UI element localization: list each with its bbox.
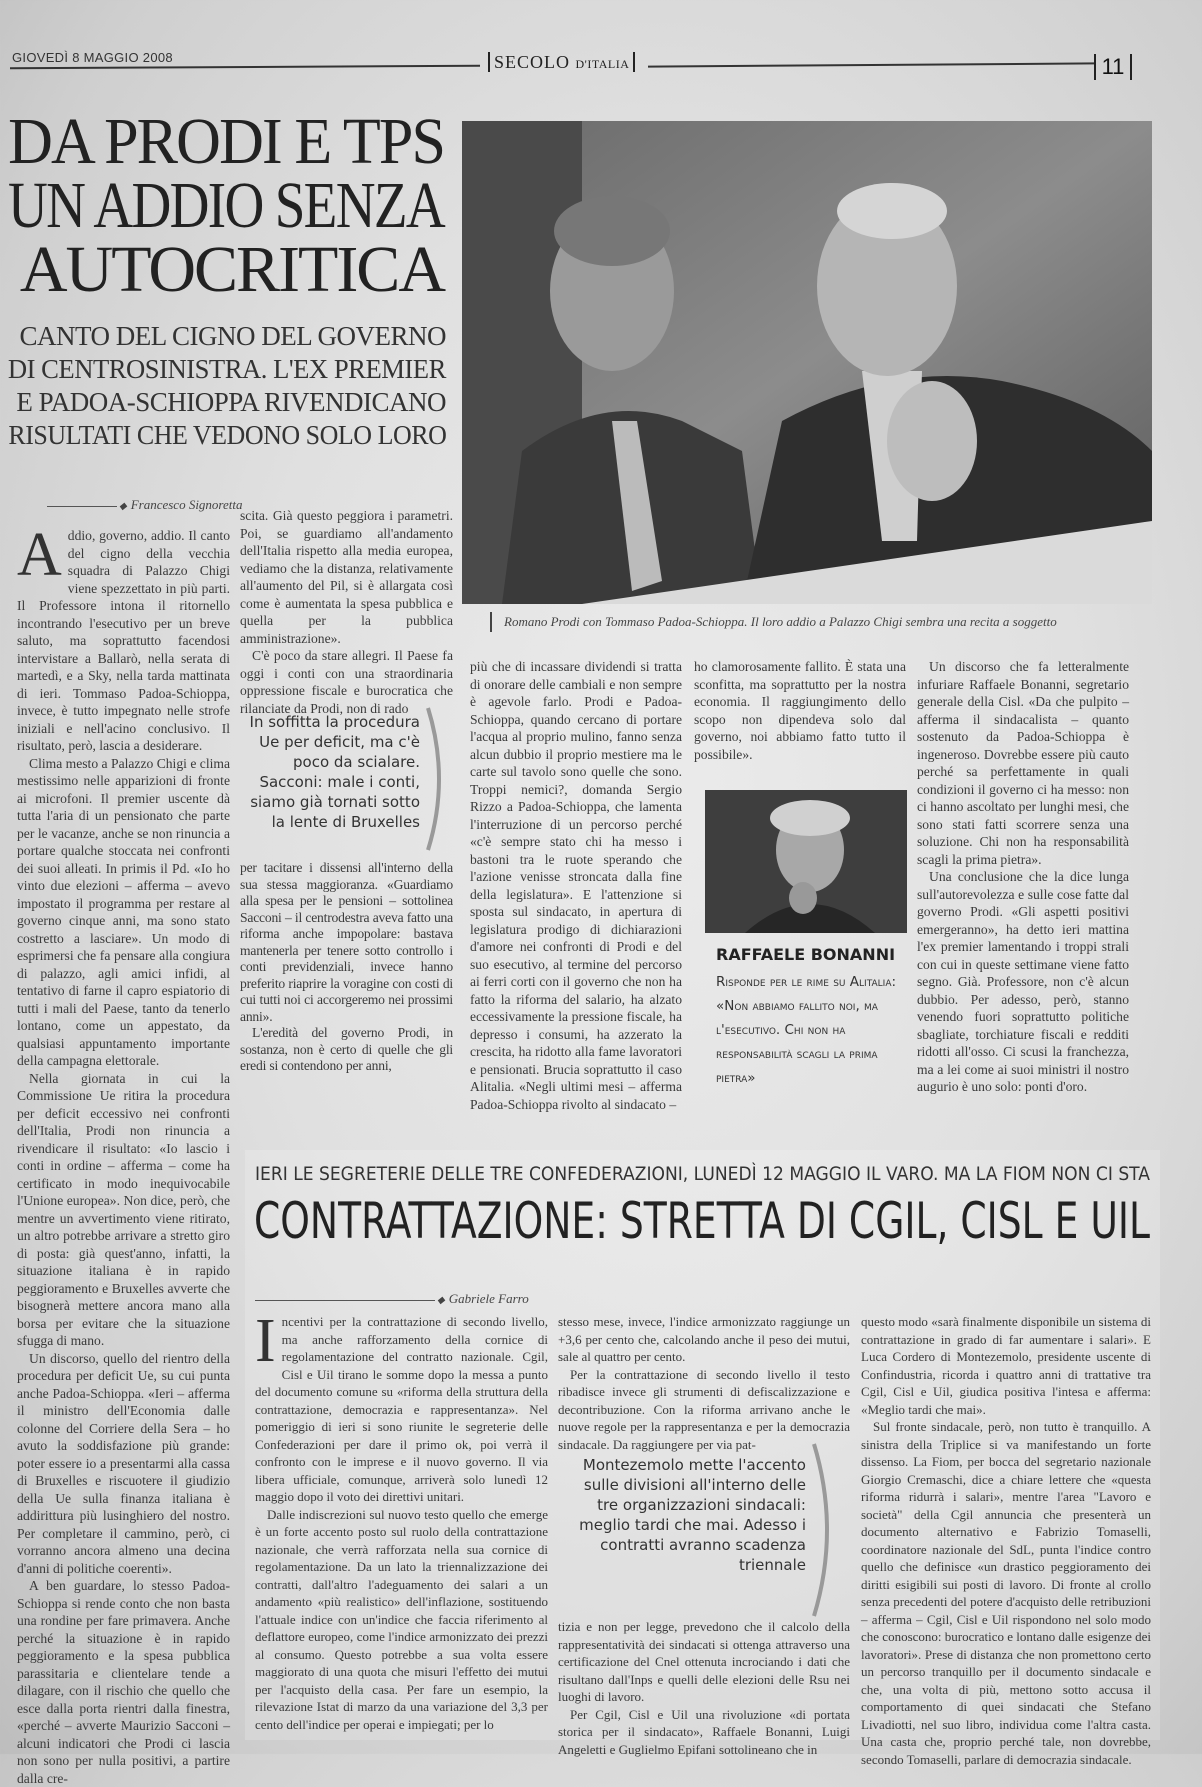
article-headline (7, 105, 444, 306)
paragraph: per tacitare i dissensi all'interno della sua stessa maggioranza. «Guardiamo alla spesa per le pensioni – sottolinea Sacconi – il centrodestra aveva fatto una riforma anche impopolare: bastava mantenerla per tenere sotto controllo i conti previdenziali, invece hanno preferito riaprire la voragine con costi di cui tutti noi ci accorgeremo nei prossimi anni». (240, 860, 453, 1024)
article2-column-1 (255, 1307, 548, 1732)
issue-date: GIOVEDÌ 8 MAGGIO 2008 (12, 50, 173, 65)
pull-quote-bracket (810, 1440, 840, 1620)
headline-line: UN ADDIO SENZA (7, 169, 444, 242)
paragraph: C'è poco da stare allegri. Il Paese fa oggi i conti con una straordinaria oppressione fiscale e burocratica che rilanciate da Prodi, non di rado (240, 648, 453, 716)
article-column-4 (694, 658, 906, 784)
subhead-line: RISULTATI CHE VEDONO SOLO LORO (7, 420, 446, 450)
drop-cap: A (17, 521, 62, 589)
page-number: 11 (1094, 54, 1132, 80)
photo-caption-box (490, 612, 1152, 632)
paragraph: Una conclusione che la dice lunga sull'autorevolezza e sulle cose fatte dal governo Prodi. «Gli aspetti positivi emergeranno», ha detto ieri mattina l'ex premier lamentando i troppi strali con cui in queste settimane viene fatto segno. Già. Professore, non c'è alcun dubbio. Per adesso, però, stanno venendo fuori soprattutto politiche sbagliate, torchiature fiscali e redditi ridotti all'osso. Ci scusi la franchezza, ma a lei come ai suoi ministri il nostro augurio è uno solo: ponti d'oro. (917, 869, 1129, 1094)
paragraph: Un discorso che fa letteralmente infuriare Raffaele Bonanni, segretario generale della Cisl. «Da che pulpito – afferma il sindacalista – quanto sostenuto da Padoa-Schioppa è ingeneroso. Dovrebbe essere più cauto perché sa perfettamente in quali condizioni il governo ci ha messo: non ci hanno ascoltato per lunghi mesi, che sono stati fatti scorrere senza una soluzione. Chi non ha responsabilità scagli la prima pietra». (917, 659, 1129, 867)
sidebar-name: RAFFAELE BONANNI (716, 945, 896, 964)
article2-byline: ◆ Gabriele Farro (255, 1291, 529, 1307)
paragraph: Addio, governo, addio. Il canto del cigno della vecchia squadra di Palazzo Chigi viene spezzettato in più parti. Il Professore intona il ritornello incontrando l'esecutivo per un breve saluto, ma soprattutto facendosi intervistare a Ballarò, nella serata di martedì, e a Sky, nella tarda mattinata di ieri. Tommaso Padoa-Schioppa, invece, è tutto impegnato nelle strofe iniziali e nell'acino conclusivo. Il risultato, però, lascia a desiderare. (17, 521, 230, 753)
article-column-3 (470, 658, 682, 1148)
paragraph: ho clamorosamente fallito. È stata una sconfitta, ma soprattutto per la nostra economia. Il raggiungimento dello scopo non dipendeva solo dal governo, noi abbiamo fatto tutto il possibile». (694, 659, 906, 762)
article-photo (462, 121, 1152, 604)
headline-line: AUTOCRITICA (19, 233, 444, 306)
bonanni-portrait (705, 790, 907, 933)
right-person-hands (887, 381, 977, 501)
newspaper-logo (488, 52, 635, 73)
article2-column-2-top (558, 1313, 850, 1452)
paragraph: più che di incassare dividendi si tratta di onorare delle cambiali e non sempre è agevole farlo. Prodi e Padoa-Schioppa, quando cercano di portare l'acqua al proprio mulino, fanno senza alcun dubbio il proprio mestiere ma le carte sul tavolo sono quelle che sono. Troppi nemici?, domanda Sergio Rizzo a Padoa-Schioppa, che lamenta l'interruzione di un percorso perché «c'è sempre stato chi ha messo i bastoni tra le ruote sperando che l'azione venisse stroncata dalla fine della legislatura». E l'attenzione si sposta sul sindacato, in apertura di legislatura prodigo di dichiarazioni d'amore nei confronti di Prodi e del suo esecutivo, al termine del percorso ai ferri corti con il governo che non ha fatto la riforma del salario, ha alzato eccessivamente la pressione fiscale, ha depresso i consumi, ha azzerato la crescita, ha ridotto alla fame lavoratori e pensionati. Brucia soprattutto il caso Alitalia. «Negli ultimi mesi – afferma Padoa-Schioppa rivolto al sindacato – (470, 659, 682, 1112)
paragraph: Per Cgil, Cisl e Uil una rivoluzione «di portata storica per il sindacato», Raffaele Bonanni, Luigi Angeletti e Guglielmo Epifani sottolineano che in (558, 1706, 850, 1757)
paragraph: A ben guardare, lo stesso Padoa-Schioppa si rende conto che non basta una rondine per fare primavera. Anche perché la situazione è in rapido peggioramento e la spesa pubblica parassitaria e clientelare tende a dilagare, con il rischio che quello che esce dalla porta rientri dalla finestra, «perché – avverte Maurizio Sacconi – alcuni indicatori che Prodi ci lascia non sono per nulla positivi, a partire dalla cre- (17, 1578, 230, 1786)
article2-column-3 (861, 1313, 1151, 1767)
byline: ◆ Francesco Signoretta (47, 497, 243, 513)
paragraph: scita. Già questo peggiora i parametri. Poi, se guardiamo all'andamento dell'Italia rispetto alla media europea, vediamo che la distanza, relativamente all'aumento del Pil, si è allargata così come è aumentata la spesa pubblica e quella per la pubblica amministrazione». (240, 508, 453, 646)
paragraph: tizia e non per legge, prevedono che il calcolo della rappresentatività dei sindacati si ottenga attraverso una certificazione del Cnel ottenuta incrociando i dati che risultano dall'Inps e quelli delle elezioni delle Rsu nei luoghi di lavoro. (558, 1619, 850, 1704)
photo-caption: Romano Prodi con Tommaso Padoa-Schioppa. Il loro addio a Palazzo Chigi sembra una recita a soggetto (504, 614, 1057, 629)
author-name: Gabriele Farro (448, 1291, 529, 1306)
article-column-5 (917, 658, 1129, 1148)
drop-cap: I (255, 1307, 276, 1375)
article2-column-2-bottom (558, 1618, 850, 1757)
article-column-2-bottom (240, 860, 453, 1155)
paragraph: Un discorso, quello del rientro della procedura per deficit Ue, su cui punta anche Padoa-Schioppa. «Ieri – afferma il ministro dell'Economia dalle colonne del Corriere della Sera – ho avuto la soddisfazione più grande: poter essere io a presentarmi alla cassa di Bruxelles e riscuotere il giudizio della Ue sulla finanza italiana è addirittura più lusinghiero del nostro. Per completare il cammino, però, ci vorranno ancora almeno una decina d'anni di politiche coerenti». (17, 1350, 230, 1576)
masthead-rule-left (10, 65, 480, 69)
paragraph: Dalle indiscrezioni sul nuovo testo quello che emerge è un forte accento posto sul ruolo della contrattazione nazionale, che verrà rafforzata nella sua cornice di regolamentazione. Da un lato la triennalizzazione dei contratti, dall'altro l'adeguamento dei salari a un andamento «più realistico» dell'inflazione, sostituendo l'attuale indice con un'indice che faccia riferimento al deflattore europeo, come l'indice armonizzato dei prezzi al consumo. Questo potrebbe a sua volta essere maggiorato di una quota che misuri l'effetto dei mutui per l'acquisto della casa. Per fare un esempio, la rilevazione Istat di marzo da una variazione del 3,3 per cento dell'indice per operai e impiegati; per lo (255, 1506, 548, 1732)
subhead-line: E PADOA-SCHIOPPA RIVENDICANO (16, 387, 446, 417)
paragraph: Nella giornata in cui la Commissione Ue ritira la procedura per deficit eccessivo nei confronti dell'Italia, Prodi non rinuncia a rivendicare il risultato: «Io lascio i conti in ordine – afferma – come ha certificato in modo inequivocabile l'Unione europea». Non dice, però, che mentre un avvertimento viene ritirato, un altro potrebbe arrivare a stretto giro di posta: già quest'anno, infatti, la situazione italiana è in rapido peggioramento e Bruxelles avverte che bisognerà mettere ancora mano alla borsa per evitare che la situazione sfugga di mano. (17, 1070, 230, 1348)
article2-headline-box (254, 1192, 1150, 1250)
article2-pull-quote: Montezemolo mette l'accento sulle divisioni all'interno delle tre organizzazioni sindacali: meglio tardi che mai. Adesso i contratti avranno scadenza triennale (579, 1456, 806, 1574)
article2-kicker: IERI LE SEGRETERIE DELLE TRE CONFEDERAZIONI, LUNEDÌ 12 MAGGIO IL VARO. MA LA FIOM NON CI STA (255, 1163, 1151, 1185)
newspaper-name: SECOLO (488, 52, 570, 72)
paragraph: Clima mesto a Palazzo Chigi e clima mestissimo nelle apparizioni di fronte ai microfoni. Il premier uscente dà tutta l'aria di un pensionato che parte per le vacanze, anche se non rinuncia a portare qualche stoccata nei confronti dei suoi alleati. In primis il Pd. «Io ho vinto due elezioni – afferma – avevo impostato il programma per restare al governo cinque anni, ma sono stato costretto a lasciare». Un modo di esprimersi che fa pensare alla congiura di palazzo, agli amici infidi, al tentativo di farne il capro espiatorio di tutti i mali del Paese, tanto da tenerlo lontano, come un appestato, da qualsiasi appuntamento importante della campagna elettorale. (17, 755, 230, 1068)
article2-kicker-box (255, 1163, 1150, 1185)
newspaper-name-suffix: D'ITALIA (575, 57, 630, 71)
paragraph: questo modo «sarà finalmente disponibile un sistema di contrattazione in grado di far aumentare i salari». E Luca Cordero di Montezemolo, presidente uscente di Confindustria, ricorda i quattro anni di trattative tra Cgil, Cisl e Uil, giudica positiva l'intesa e afferma: «Meglio tardi che mai». (861, 1314, 1151, 1417)
sidebar-quote: Risponde per le rime su Alitalia: «Non abbiamo fallito noi, ma l'esecutivo. Chi non ha responsabilità scagli la prima pietra» (716, 974, 897, 1086)
paragraph: Sul fronte sindacale, però, non tutto è tranquillo. A sinistra della Triplice si va manifestando un forte dissenso. La Fiom, per bocca del segretario nazionale Giorgio Cremaschi, dice a chiare lettere che «questa riforma ridurrà i salari», mentre l'area "Lavoro e società" della Cgil annuncia che presenterà un documento alternativo e Fabrizio Tomaselli, coordinatore nazionale del SdL, punta l'indice contro quello che definisce «un drastico peggioramento dei diritti esigibili sui posti di lavoro. Di fronte al crollo senza precedenti del potere d'acquisto delle retribuzioni – afferma – Cgil, Cisl e Uil rispondono nel solo modo che conoscono: burocratico e lontano dalle esigenze dei lavoratori». Prese di distanza che non promettono certo un percorso tranquillo per il documento sindacale e che, una volta di più, mettono sotto accusa il comportamento di quei sindacati che Stefano Livadiotti, nel suo libro, individua come l'altra casta. Una casta che, proprio perché tale, non dovrebbe, secondo Tomaselli, parlare di democrazia sindacale. (861, 1419, 1151, 1767)
paragraph: Incentivi per la contrattazione di secondo livello, ma anche rafforzamento della cornice di regolamentazione del contratto nazionale. Cgil, Cisl e Uil tirano le somme dopo la messa a punto del documento comune su «riforma della struttura della contrattazione, democrazia e rappresentanza». Nel pomeriggio di ieri si sono riunite le segreterie delle Confederazioni per dare il primo ok, poi verrà il confronto con le imprese e il nuovo governo. Il via libera ufficiale, comunque, arriverà solo lunedì 12 maggio dopo il voto dei direttivi unitari. (255, 1307, 548, 1504)
paragraph: L'eredità del governo Prodi, in sostanza, non è certo di quelle che gli eredi si contendono per anni, (240, 1025, 453, 1073)
article-subhead (8, 320, 446, 452)
pull-quote-bracket (424, 704, 452, 854)
subhead-line: CANTO DEL CIGNO DEL GOVERNO (19, 321, 446, 351)
paragraph: stesso mese, invece, l'indice armonizzato raggiunge un +3,6 per cento che, calcolando anche il peso dei mutui, sale al quattro per cento. (558, 1314, 850, 1364)
article-column-1 (17, 521, 230, 1786)
paragraph: Per la contrattazione di secondo livello il testo ribadisce invece gli strumenti di defiscalizzazione e decontribuzione. Con la riforma arrivano anche le nuove regole per la rappresentanza e per la democrazia sindacale. Da raggiungere per via pat- (558, 1366, 850, 1452)
pull-quote: In soffitta la procedura Ue per deficit, ma c'è poco da scialare. Sacconi: male i conti, siamo già tornati sotto la lente di Bruxelles (249, 713, 420, 831)
masthead-rule-right (648, 62, 1096, 67)
author-name: Francesco Signoretta (130, 497, 243, 512)
subhead-line: DI CENTROSINISTRA. L'EX PREMIER (7, 354, 446, 384)
headline-line: DA PRODI E TPS (7, 105, 444, 178)
article-column-2-top (240, 507, 453, 716)
article2-headline: CONTRATTAZIONE: STRETTA DI CGIL, CISL E UIL (254, 1192, 1151, 1250)
